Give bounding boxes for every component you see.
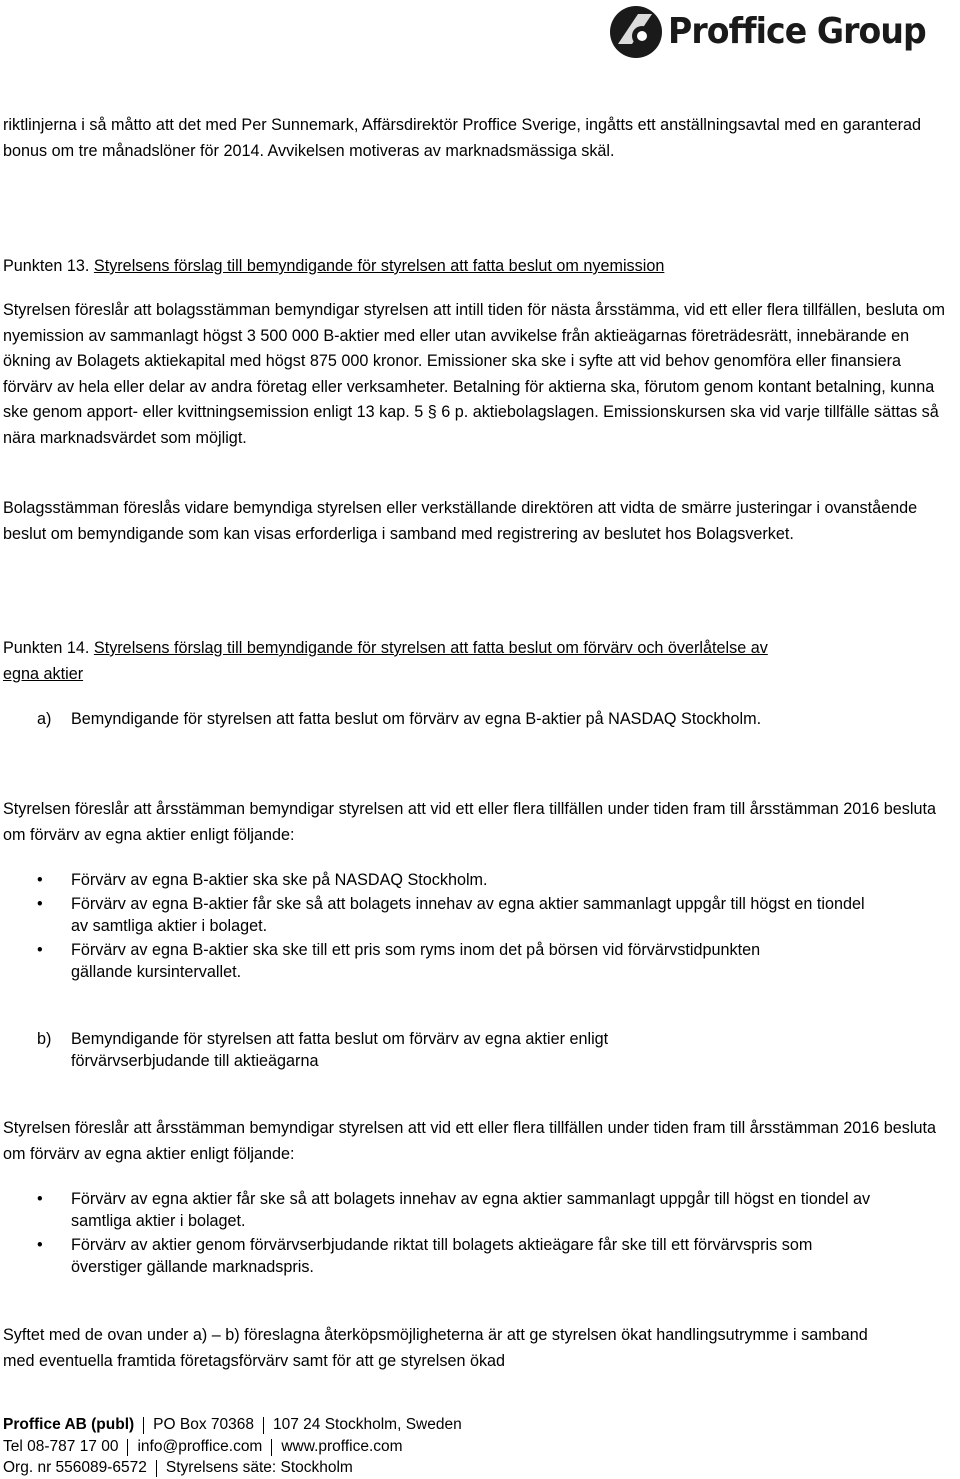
logo-text: Proffice Group: [668, 11, 926, 53]
item13-heading: [3, 254, 953, 280]
item14-heading-prefix: Punkten 14.: [3, 639, 94, 657]
footer-web-link[interactable]: www.proffice.com: [281, 1437, 403, 1455]
bullet-text: Förvärv av egna aktier får ske så att bolagets innehav av egna aktier sammanlagt uppgår till högst en tiondel av samtliga aktier i bolaget.: [71, 1190, 871, 1230]
footer-separator: [143, 1417, 144, 1434]
item14-a-label: a): [37, 710, 52, 728]
bullet-icon: •: [37, 1190, 43, 1208]
item14-heading-title: Styrelsens förslag till bemyndigande för styrelsen att fatta beslut om förvärv och överlåtelse av egna aktier: [3, 639, 768, 683]
bullet-text: Förvärv av egna B-aktier ska ske på NASDAQ Stockholm.: [71, 871, 488, 889]
item14-b: [37, 1028, 937, 1072]
footer-separator: [263, 1417, 264, 1434]
item14-a-intro: Styrelsen föreslår att årsstämman bemyndigar styrelsen att vid ett eller flera tillfällen under tiden fram till årsstämman 2016 besluta om förvärv av egna aktier enligt följande:: [3, 800, 936, 844]
item14-b-label: b): [37, 1030, 52, 1048]
bullet-text: Förvärv av egna B-aktier får ske så att bolagets innehav av egna aktier sammanlagt uppgår till högst en tiondel av samtliga aktier i bolaget.: [71, 895, 865, 935]
footer-row-3: [3, 1457, 462, 1479]
proffice-logo-icon: [608, 4, 664, 60]
item14-b-text: Bemyndigande för styrelsen att fatta beslut om förvärv av egna aktier enligt förvärvserbjudande till aktieägarna: [71, 1030, 609, 1070]
footer-city: 107 24 Stockholm, Sweden: [273, 1416, 462, 1433]
footer-company: Proffice AB (publ): [3, 1416, 135, 1433]
footer-tel: Tel 08-787 17 00: [3, 1437, 119, 1455]
item14-a-text: Bemyndigande för styrelsen att fatta beslut om förvärv av egna B-aktier på NASDAQ Stockholm.: [71, 710, 762, 728]
item13-paragraph-1: Styrelsen föreslår att bolagsstämman bemyndigar styrelsen att intill tiden för nästa årsstämma, vid ett eller flera tillfällen, besluta om nyemission av sammanlagt högst 3 500 000 B-aktier med eller utan avvikelse från aktieägarnas företrädesrätt, innebärande en ökning av Bolagets aktiekapital med högst 875 000 kronor. Emissioner ska ske i syfte att vid behov genomföra eller finansiera förvärv av hela eller delar av andra företag eller verksamheter. Betalning för aktierna ska, förutom genom kontant betalning, kunna ske genom apport- eller kvittningsemission enligt 13 kap. 5 § 6 p. aktiebolagslagen. Emissionskursen ska vid varje tillfälle sättas så nära marknadsvärdet som möjligt.: [3, 301, 945, 447]
footer-box: PO Box 70368: [153, 1416, 254, 1433]
page-footer: [3, 1414, 462, 1479]
footer-email-link[interactable]: info@proffice.com: [137, 1437, 263, 1455]
list-item: [0, 939, 811, 983]
footer-seat: Styrelsens säte: Stockholm: [165, 1459, 353, 1476]
item14-b-intro: Styrelsen föreslår att årsstämman bemyndigar styrelsen att vid ett eller flera tillfällen under tiden fram till årsstämman 2016 besluta om förvärv av egna aktier enligt följande:: [3, 1119, 936, 1163]
bullet-icon: •: [37, 871, 43, 889]
list-item: [0, 869, 950, 891]
item14-heading: [3, 636, 803, 687]
footer-row-1: [3, 1414, 462, 1436]
footer-row-2: [3, 1436, 462, 1458]
item13-heading-title: Styrelsens förslag till bemyndigande för styrelsen att fatta beslut om nyemission: [93, 257, 665, 275]
list-item: [0, 1234, 861, 1278]
bullet-icon: •: [37, 941, 43, 959]
footer-org: Org. nr 556089-6572: [3, 1459, 147, 1476]
intro-paragraph: riktlinjerna i så måtto att det med Per Sunnemark, Affärsdirektör Proffice Sverige, ingåtts ett anställningsavtal med en garanterad bonus om tre månadslöner för 2014. Avvikelsen motiveras av marknadsmässiga skäl.: [3, 116, 922, 160]
list-item: [0, 893, 871, 937]
item13-paragraph-2: Bolagsstämman föreslås vidare bemyndiga styrelsen eller verkställande direktören att vidta de smärre justeringar i ovanstående beslut om bemyndigande som kan visas erforderliga i samband med registrering av beslutet hos Bolagsverket.: [3, 499, 918, 543]
list-item: [0, 1188, 871, 1232]
footer-separator: [127, 1439, 128, 1456]
item13-heading-prefix: Punkten 13.: [3, 257, 94, 275]
item14-b-bullet-list: [0, 1188, 950, 1280]
bullet-text: Förvärv av egna B-aktier ska ske till ett pris som ryms inom det på börsen vid förvärvstidpunkten gällande kursintervallet.: [71, 941, 761, 981]
bullet-icon: •: [37, 1236, 43, 1254]
item14-a: [37, 708, 937, 730]
bullet-text: Förvärv av aktier genom förvärvserbjudande riktat till bolagets aktieägare får ske till ett förvärvspris som överstiger gällande marknadspris.: [71, 1236, 813, 1276]
footer-separator: [271, 1439, 272, 1456]
item14-a-bullet-list: [0, 869, 950, 985]
footer-separator: [156, 1460, 157, 1477]
item14-closing: Syftet med de ovan under a) – b) föreslagna återköpsmöjligheterna är att ge styrelsen ökat handlingsutrymme i samband med eventuella framtida företagsförvärv samt för att ge styrelsen ökad: [3, 1326, 868, 1370]
company-logo: [608, 4, 948, 60]
bullet-icon: •: [37, 895, 43, 913]
